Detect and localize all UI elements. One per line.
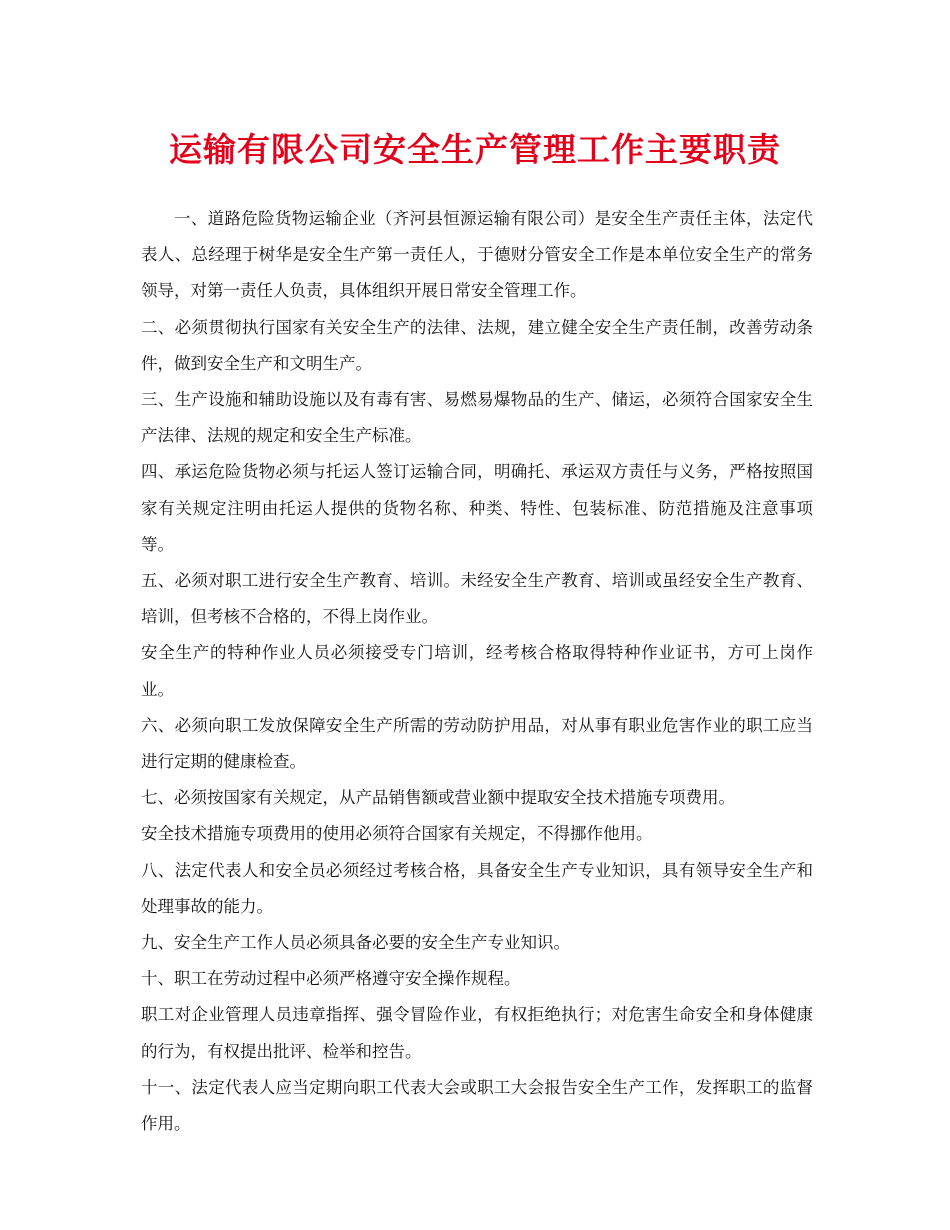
paragraph-2: 二、必须贯彻执行国家有关安全生产的法律、法规，建立健全安全生产责任制，改善劳动条件，做到安全生产和文明生产。	[141, 317, 813, 373]
paragraph-8: 七、必须按国家有关规定，从产品销售额或营业额中提取安全技术措施专项费用。	[141, 788, 735, 808]
paragraph-14: 十一、法定代表人应当定期向职工代表大会或职工大会报告安全生产工作，发挥职工的监督作用。	[141, 1077, 813, 1134]
paragraph-9: 安全技术措施专项费用的使用必须符合国家有关规定，不得挪作他用。	[141, 824, 653, 844]
document-body	[141, 201, 813, 1142]
paragraph-12: 十、职工在劳动过程中必须严格遵守安全操作规程。	[141, 969, 521, 989]
paragraph-1: 一、道路危险货物运输企业（齐河县恒源运输有限公司）是安全生产责任主体，法定代表人、总经理于树华是安全生产第一责任人，于德财分管安全工作是本单位安全生产的常务领导，对第一责任人负责，具体组织开展日常安全管理工作。	[141, 209, 813, 301]
paragraph-3: 三、生产设施和辅助设施以及有毒有害、易燃易爆物品的生产、储运，必须符合国家安全生产法律、法规的规定和安全生产标准。	[141, 390, 813, 446]
paragraph-7: 六、必须向职工发放保障安全生产所需的劳动防护用品，对从事有职业危害作业的职工应当进行定期的健康检查。	[141, 715, 813, 772]
document-title: 运输有限公司安全生产管理工作主要职责	[169, 130, 781, 169]
paragraph-4: 四、承运危险货物必须与托运人签订运输合同，明确托、承运双方责任与义务，严格按照国家有关规定注明由托运人提供的货物名称、种类、特性、包装标准、防范措施及注意事项等。	[141, 462, 813, 554]
paragraph-11: 九、安全生产工作人员必须具备必要的安全生产专业知识。	[141, 933, 570, 953]
paragraph-5: 五、必须对职工进行安全生产教育、培训。未经安全生产教育、培训或虽经安全生产教育、培训，但考核不合格的，不得上岗作业。	[141, 571, 813, 627]
paragraph-10: 八、法定代表人和安全员必须经过考核合格，具备安全生产专业知识，具有领导安全生产和处理事故的能力。	[141, 860, 813, 916]
paragraph-6: 安全生产的特种作业人员必须接受专门培训，经考核合格取得特种作业证书，方可上岗作业。	[141, 643, 813, 699]
paragraph-13: 职工对企业管理人员违章指挥、强令冒险作业，有权拒绝执行；对危害生命安全和身体健康的行为，有权提出批评、检举和控告。	[141, 1005, 813, 1061]
